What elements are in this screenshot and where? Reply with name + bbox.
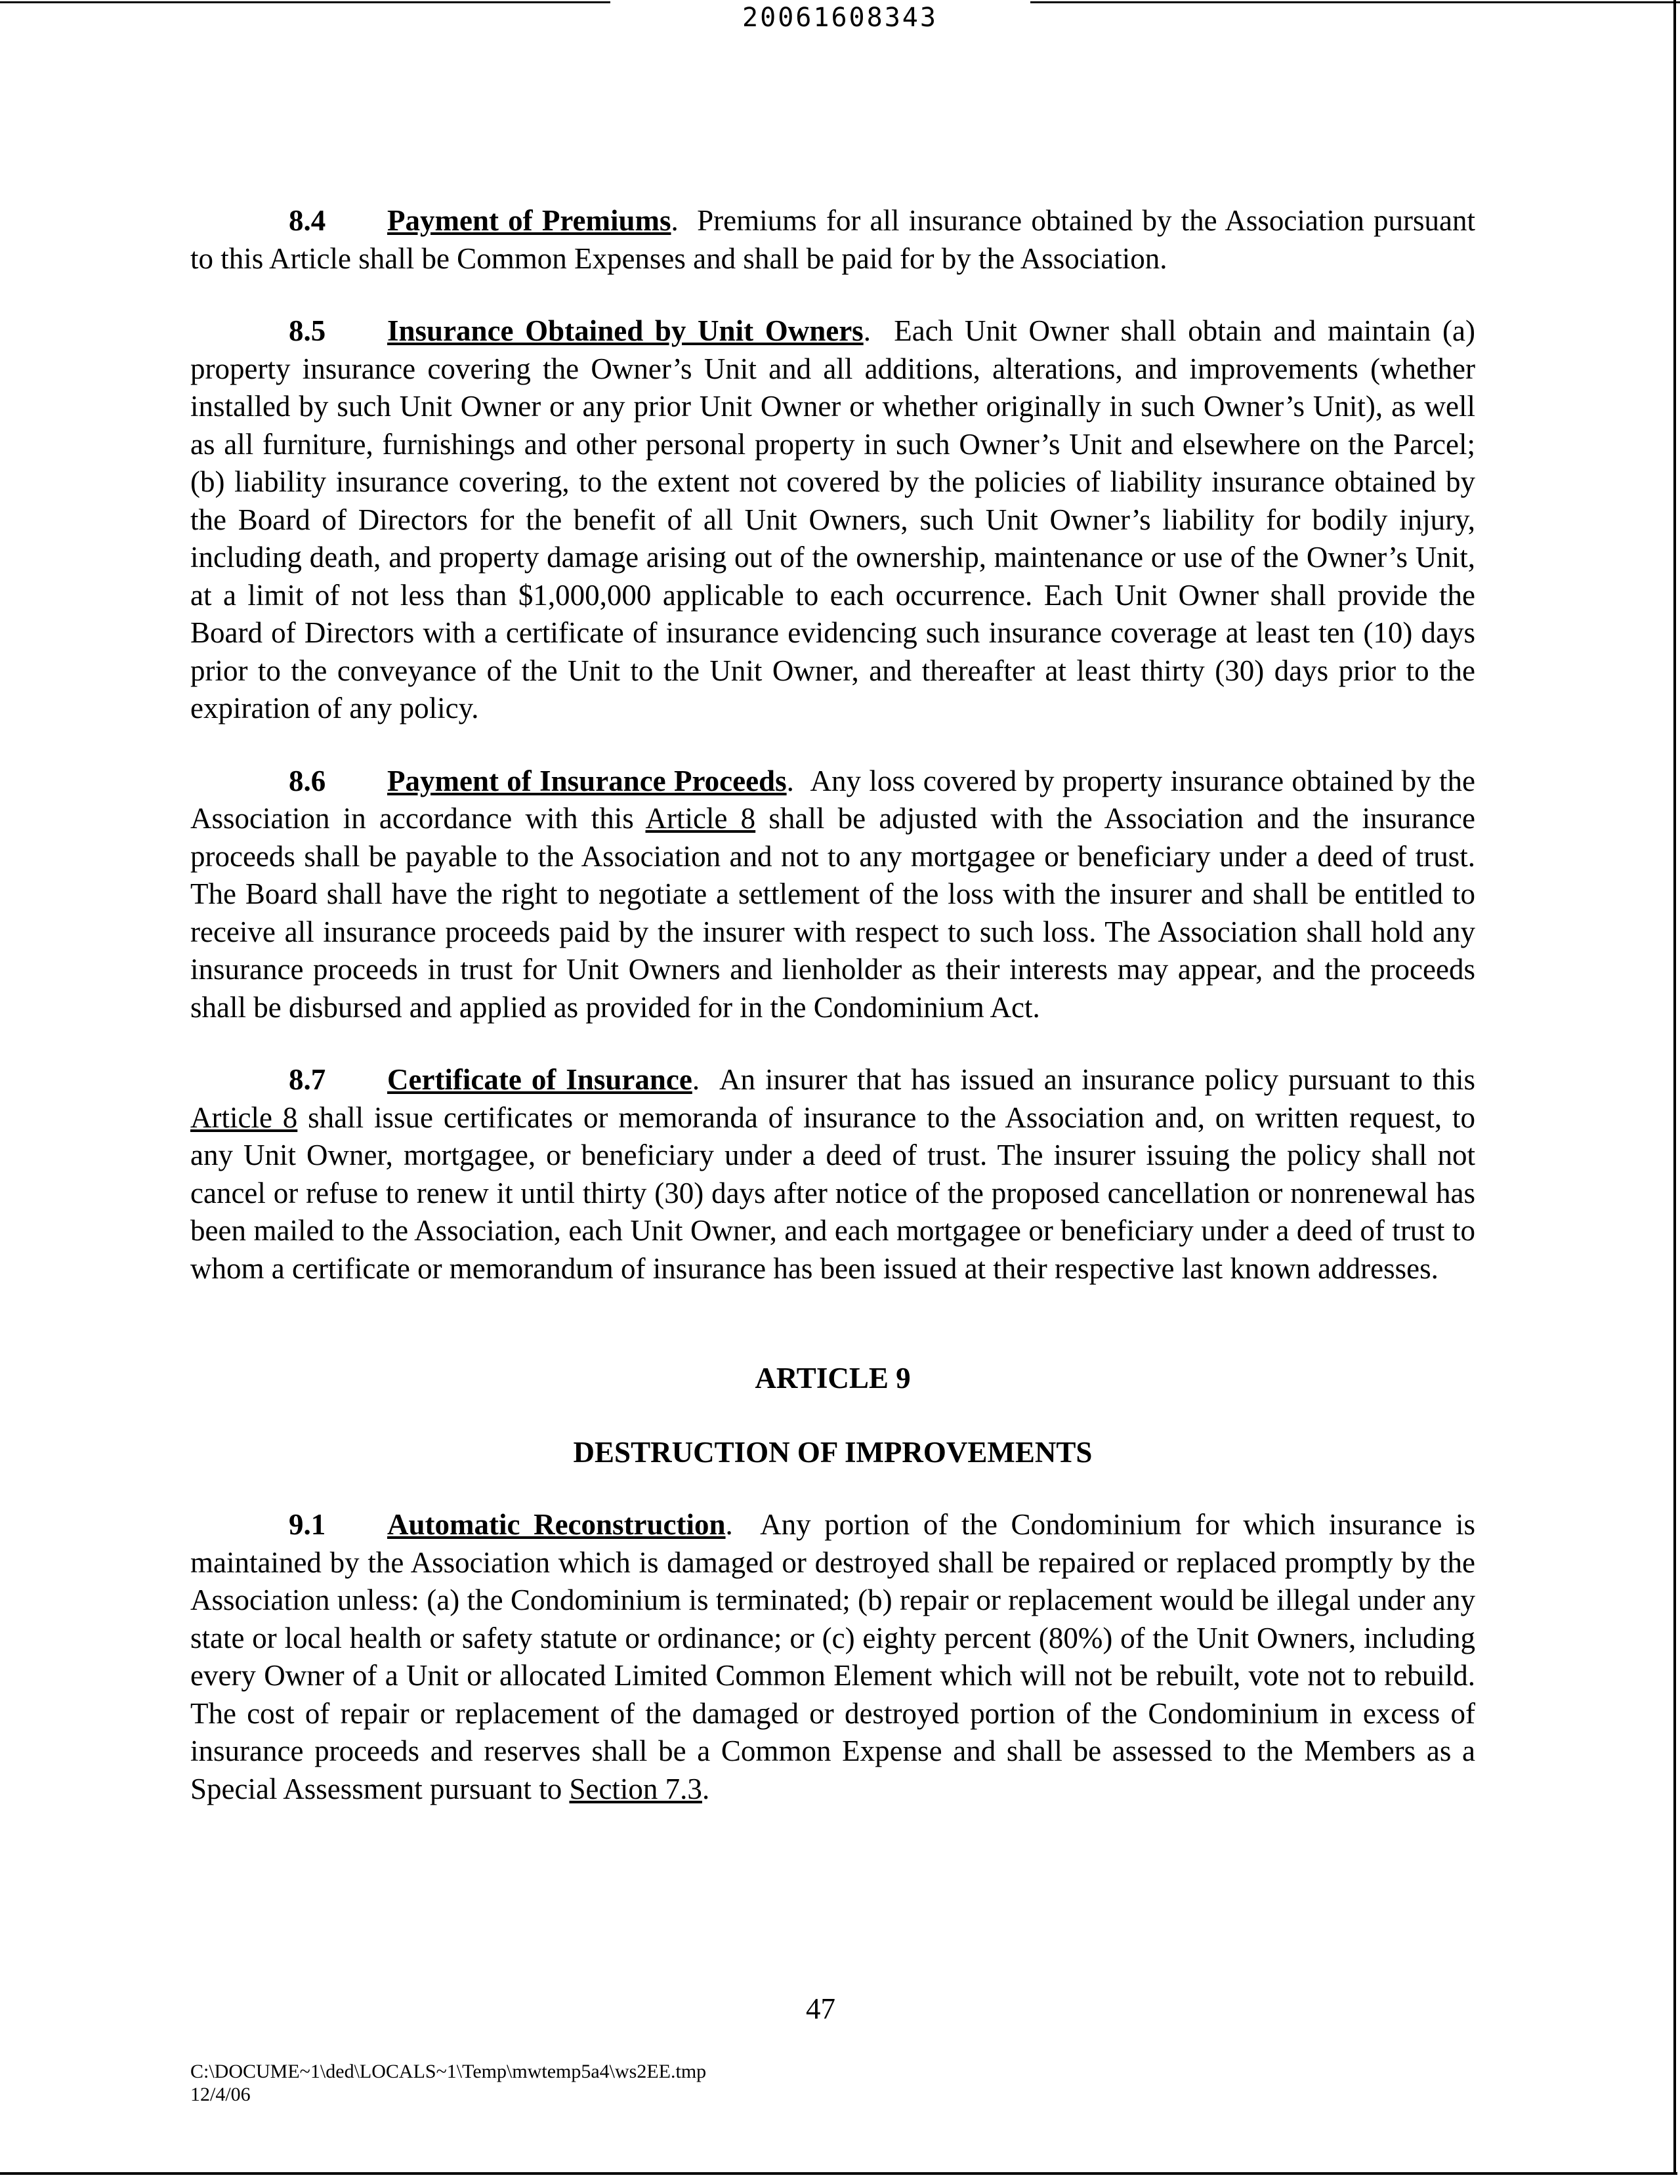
article-reference: Article 8 xyxy=(645,802,756,835)
bottom-edge-rule xyxy=(0,2172,1677,2175)
section-heading: Payment of Insurance Proceeds xyxy=(387,764,787,797)
section-number: 8.6 xyxy=(289,764,326,797)
section-text: Any portion of the Condominium for which insurance is maintained by the Association which is damaged or destroyed shall be repaired or replaced promptly by the Association unless: (a) the Condominium is terminated; (b) repair or replacement would be illegal under any state or local health or safety statute or ordinance; or (c) eighty percent (80%) of the Unit Owners, including every Owner of a Unit or allocated Limited Common Element which will not be rebuilt, vote not to rebuild. The cost of repair or replacement of the damaged or destroyed portion of the Condominium in excess of insurance proceeds and reserves shall be a Common Expense and shall be assessed to the Members as a Special Assessment pursuant to xyxy=(190,1508,1475,1805)
section-heading: Certificate of Insurance xyxy=(387,1063,692,1096)
article-subtitle: DESTRUCTION OF IMPROVEMENTS xyxy=(573,1436,1093,1469)
section-heading: Automatic Reconstruction xyxy=(387,1508,726,1541)
footer-date: 12/4/06 xyxy=(190,2084,251,2105)
page-number: 47 xyxy=(806,1992,835,2025)
section-text-continued: shall issue certificates or memoranda of insurance to the Association and, on written request, to any Unit Owner, mortgagee, or beneficiary under a deed of trust. The insurer issuing the policy shall not cancel or refuse to renew it until thirty (30) days after notice of the proposed cancellation or nonrenewal has been mailed to the Association, each Unit Owner, and each mortgagee or beneficiary under a deed of trust to whom a certificate or memorandum of insurance has been issued at their respective last known addresses. xyxy=(190,1101,1476,1285)
right-edge-rule xyxy=(1673,0,1676,2172)
section-text: Any loss covered by property insurance obtained by the Association in accordance with this xyxy=(190,764,1475,835)
section-heading: Insurance Obtained by Unit Owners xyxy=(387,314,864,347)
section-number: 9.1 xyxy=(289,1508,326,1541)
section-end-punctuation: . xyxy=(702,1772,710,1805)
section-number: 8.4 xyxy=(289,204,326,237)
section-8-7: 8.7 Certificate of Insurance. An insurer that has issued an insurance policy pursuant to this Article 8 shall issue certificates or memoranda of insurance to the Association and, on written request, to any Unit Owner, mortgagee, or beneficiary under a deed of trust. The insurer issuing the policy shall not cancel or refuse to renew it until thirty (30) days after notice of the proposed cancellation or nonrenewal has been mailed to the Association, each Unit Owner, and each mortgagee or beneficiary under a deed of trust to whom a certificate or memorandum of insurance has been issued at their respective last known addresses. xyxy=(190,1061,1475,1288)
section-8-5: 8.5 Insurance Obtained by Unit Owners. Each Unit Owner shall obtain and maintain (a) property insurance covering the Owner’s Unit and all additions, alterations, and improvements (whether installed by such Unit Owner or any prior Unit Owner or whether originally in such Owner’s Unit), as well as all furniture, furnishings and other personal property in such Owner’s Unit and elsewhere on the Parcel; (b) liability insurance covering, to the extent not covered by the policies of liability insurance obtained by the Board of Directors for the benefit of all Unit Owners, such Unit Owner’s liability for bodily injury, including death, and property damage arising out of the ownership, maintenance or use of the Owner’s Unit, at a limit of not less than $1,000,000 applicable to each occurrence. Each Unit Owner shall provide the Board of Directors with a certificate of insurance evidencing such insurance coverage at least ten (10) days prior to the conveyance of the Unit to the Unit Owner, and thereafter at least thirty (30) days prior to the expiration of any policy. xyxy=(190,312,1475,728)
section-text-continued: shall be adjusted with the Association and the insurance proceeds shall be payable to the Association and not to any mortgagee or beneficiary under a deed of trust. The Board shall have the right to negotiate a settlement of the loss with the insurer and shall be entitled to receive all insurance proceeds paid by the insurer with respect to such loss. The Association shall hold any insurance proceeds in trust for Unit Owners and lienholder as their interests may appear, and the proceeds shall be disbursed and applied as provided for in the Condominium Act. xyxy=(190,802,1476,1024)
document-number: 20061608343 xyxy=(742,3,938,33)
section-8-6: 8.6 Payment of Insurance Proceeds. Any loss covered by property insurance obtained by the Association in accordance with this Article 8 shall be adjusted with the Association and the insurance proceeds shall be payable to the Association and not to any mortgagee or beneficiary under a deed of trust. The Board shall have the right to negotiate a settlement of the loss with the insurer and shall be entitled to receive all insurance proceeds paid by the insurer with respect to such loss. The Association shall hold any insurance proceeds in trust for Unit Owners and lienholder as their interests may appear, and the proceeds shall be disbursed and applied as provided for in the Condominium Act. xyxy=(190,763,1475,1027)
section-number: 8.5 xyxy=(289,314,326,347)
section-heading: Payment of Premiums xyxy=(387,204,671,237)
section-text: Premiums for all insurance obtained by the Association pursuant to this Article shall be Common Expenses and shall be paid for by the Association. xyxy=(190,204,1476,275)
page-body xyxy=(190,202,1475,1843)
section-text: Each Unit Owner shall obtain and maintain (a) property insurance covering the Owner’s Unit and all additions, alterations, and improvements (whether installed by such Unit Owner or any prior Unit Owner or whether originally in such Owner’s Unit), as well as all furniture, furnishings and other personal property in such Owner’s Unit and elsewhere on the Parcel; (b) liability insurance covering, to the extent not covered by the policies of liability insurance obtained by the Board of Directors for the benefit of all Unit Owners, such Unit Owner’s liability for bodily injury, including death, and property damage arising out of the ownership, maintenance or use of the Owner’s Unit, at a limit of not less than $1,000,000 applicable to each occurrence. Each Unit Owner shall provide the Board of Directors with a certificate of insurance evidencing such insurance coverage at least ten (10) days prior to the conveyance of the Unit to the Unit Owner, and thereafter at least thirty (30) days prior to the expiration of any policy. xyxy=(190,314,1476,724)
article-reference: Article 8 xyxy=(190,1101,298,1134)
section-8-4: 8.4 Payment of Premiums. Premiums for all insurance obtained by the Association pursuant to this Article shall be Common Expenses and shall be paid for by the Association. xyxy=(190,202,1475,278)
section-9-1: 9.1 Automatic Reconstruction. Any portion of the Condominium for which insurance is maintained by the Association which is damaged or destroyed shall be repaired or replaced promptly by the Association unless: (a) the Condominium is terminated; (b) repair or replacement would be illegal under any state or local health or safety statute or ordinance; or (c) eighty percent (80%) of the Unit Owners, including every Owner of a Unit or allocated Limited Common Element which will not be rebuilt, vote not to rebuild. The cost of repair or replacement of the damaged or destroyed portion of the Condominium in excess of insurance proceeds and reserves shall be a Common Expense and shall be assessed to the Members as a Special Assessment pursuant to Section 7.3. xyxy=(190,1506,1475,1808)
footer-file-path: C:\DOCUME~1\ded\LOCALS~1\Temp\mwtemp5a4\ws2EE.tmp xyxy=(190,2061,707,2082)
section-number: 8.7 xyxy=(289,1063,326,1096)
section-reference: Section 7.3 xyxy=(569,1772,702,1805)
section-text: An insurer that has issued an insurance policy pursuant to this xyxy=(719,1063,1475,1096)
article-title: ARTICLE 9 xyxy=(755,1362,911,1395)
